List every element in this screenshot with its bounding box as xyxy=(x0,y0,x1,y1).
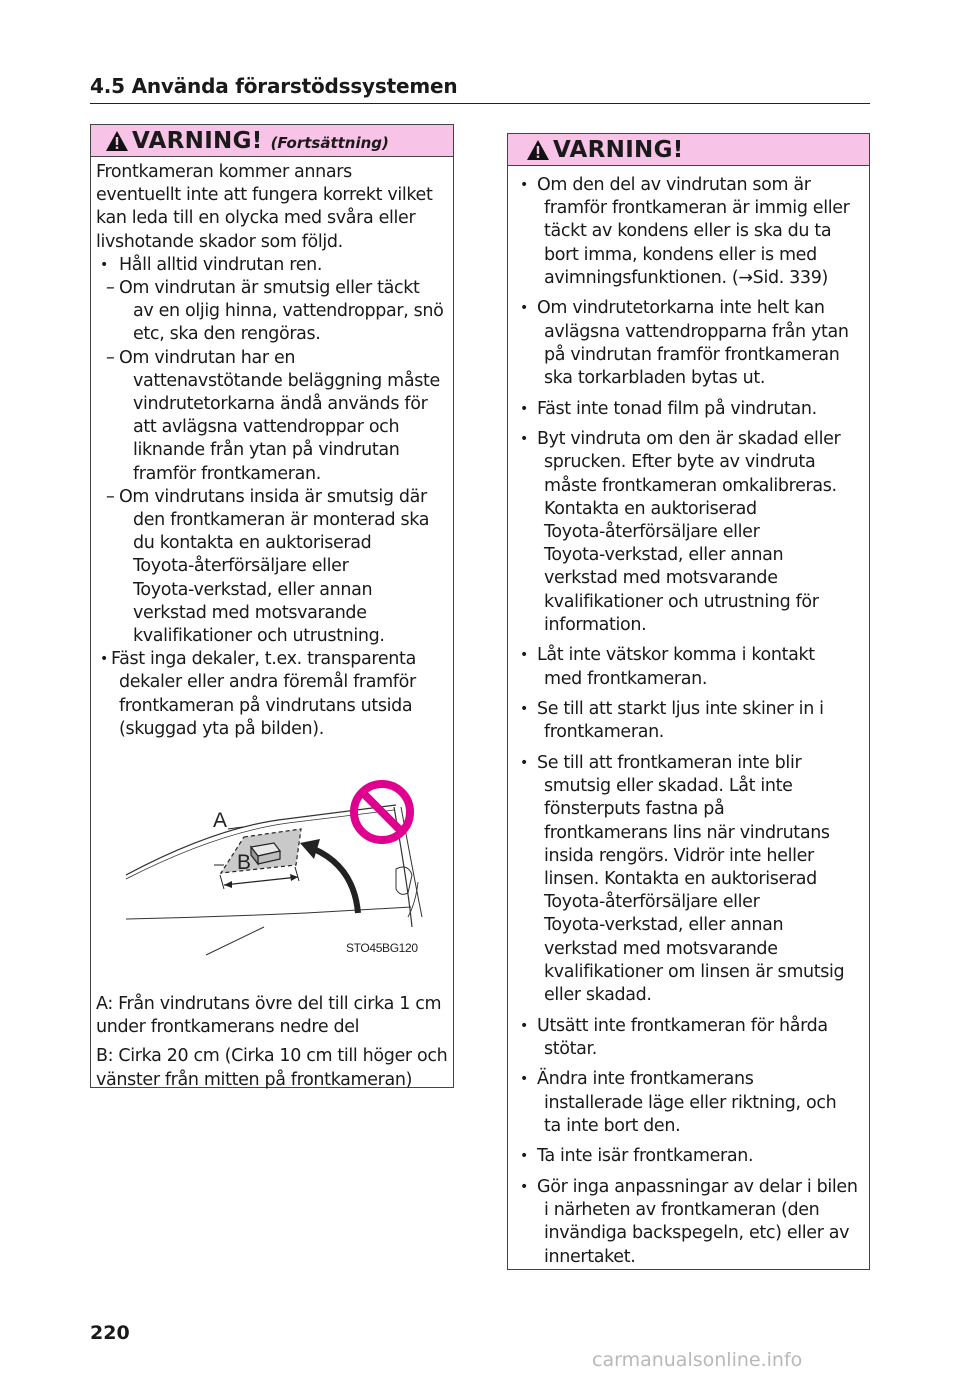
list-item xyxy=(514,1068,859,1138)
text-line: vindrutetorkarna ändå används för xyxy=(133,394,428,415)
text-line: framför frontkameran är immig eller xyxy=(544,198,850,219)
warning-title: VARNING! xyxy=(132,127,263,154)
intro-text xyxy=(96,161,448,254)
text-line: vänster från mitten på frontkameran) xyxy=(96,1069,413,1090)
text-line: stötar. xyxy=(544,1038,597,1059)
list-item xyxy=(514,398,859,421)
figure-code: STO45BG120 xyxy=(346,941,418,956)
text-line: fönsterputs fastna på xyxy=(544,799,725,820)
text-line: • Utsätt inte frontkameran för hårda xyxy=(537,1015,828,1036)
list-item xyxy=(514,1015,859,1061)
text-line: du kontakta en auktoriserad xyxy=(133,533,372,554)
page-header xyxy=(90,74,870,104)
text-line: innertaket. xyxy=(544,1246,636,1267)
text-line: livshotande skador som följd. xyxy=(96,231,343,252)
text-line: Toyota-återförsäljare eller xyxy=(544,522,760,543)
warning-list xyxy=(508,166,869,1269)
warning-box-continued xyxy=(90,124,454,1088)
list-item xyxy=(514,698,859,744)
list-item xyxy=(514,752,859,1007)
text-line: frontkamerans lins när vindrutans xyxy=(544,822,830,843)
text-line: framför frontkameran. xyxy=(133,463,321,484)
text-line: invändiga backspegeln, etc) eller av xyxy=(544,1223,850,1244)
warning-header xyxy=(91,125,453,157)
list-item xyxy=(514,297,859,390)
text-line: • Låt inte vätskor komma i kontakt xyxy=(537,645,815,666)
warning-box xyxy=(507,133,870,1270)
text-line: ska torkarbladen bytas ut. xyxy=(544,368,766,389)
text-line: verkstad med motsvarande xyxy=(544,938,778,959)
text-line: under frontkamerans nedre del xyxy=(96,1017,360,1038)
text-line: • Gör inga anpassningar av delar i bilen xyxy=(537,1177,858,1198)
text-line: insida rengörs. Vidrör inte heller xyxy=(544,845,814,866)
bullet-item xyxy=(96,254,448,277)
text-line: måste frontkameran omkalibreras. xyxy=(544,475,837,496)
text-line: – Om vindrutan är smutsig eller täckt xyxy=(119,278,420,299)
warning-subtitle: (Fortsättning) xyxy=(270,133,389,152)
text-line: Toyota-återförsäljare eller xyxy=(133,556,349,577)
text-line: avimningsfunktionen. (→Sid. 339) xyxy=(544,267,828,288)
text-line: • Byt vindruta om den är skadad eller xyxy=(537,429,841,450)
text-line: eller skadad. xyxy=(544,985,652,1006)
text-line: verkstad med motsvarande xyxy=(133,602,367,623)
text-line: kvalifikationer om linsen är smutsig xyxy=(544,961,845,982)
text-line: kvalifikationer och utrustning för xyxy=(544,591,819,612)
text-line: smutsig eller skadad. Låt inte xyxy=(544,776,793,797)
list-item xyxy=(514,644,859,690)
text-line: • Fäst inga dekaler, t.ex. transparenta xyxy=(111,649,416,670)
text-line: Toyota-verkstad, eller annan xyxy=(544,545,784,566)
text-line: • Se till att starkt ljus inte skiner in i xyxy=(537,699,824,720)
text-line: verkstad med motsvarande xyxy=(544,568,778,589)
text-line: Toyota-återförsäljare eller xyxy=(544,892,760,913)
list-item xyxy=(514,428,859,637)
watermark: carmanualsonline.info xyxy=(592,1349,803,1371)
list-item xyxy=(514,1176,859,1269)
dash-item xyxy=(96,277,448,347)
windshield-illustration xyxy=(96,767,448,967)
text-line: Frontkameran kommer annars xyxy=(96,162,352,182)
warning-body xyxy=(91,157,453,1092)
text-line: • Ändra inte frontkamerans xyxy=(537,1069,754,1090)
list-item xyxy=(514,1145,859,1168)
text-line: kan leda till en olycka med svåra eller xyxy=(96,208,416,229)
text-line: • Ta inte isär frontkameran. xyxy=(537,1146,754,1167)
page-number: 220 xyxy=(90,1322,130,1344)
text-line: bort imma, kondens eller is med xyxy=(544,244,817,265)
text-line: eventuellt inte att fungera korrekt vilket xyxy=(96,185,433,206)
text-line: med frontkameran. xyxy=(544,668,708,689)
text-line: den frontkameran är monterad ska xyxy=(133,510,430,531)
warning-title: VARNING! xyxy=(553,136,684,163)
warning-header xyxy=(508,134,869,166)
warning-triangle-icon xyxy=(105,130,129,152)
text-line: sprucken. Efter byte av vindruta xyxy=(544,452,816,473)
text-line: på vindrutan framför frontkameran xyxy=(544,344,840,365)
text-line: Toyota-verkstad, eller annan xyxy=(544,915,784,936)
dash-item xyxy=(96,347,448,486)
text-line: B: Cirka 20 cm (Cirka 10 cm till höger och xyxy=(96,1046,448,1067)
figure-label-a: A xyxy=(213,809,227,833)
text-line: • Fäst inte tonad film på vindrutan. xyxy=(537,398,817,419)
text-line: frontkameran på vindrutans utsida xyxy=(119,695,413,716)
text-line: etc, ska den rengöras. xyxy=(133,324,321,345)
text-line: frontkameran. xyxy=(544,722,665,743)
text-line: kvalifikationer och utrustning. xyxy=(133,626,385,647)
text-line: avlägsna vattendropparna från ytan xyxy=(544,321,849,342)
text-line: Kontakta en auktoriserad xyxy=(544,498,757,519)
text-line: • Se till att frontkameran inte blir xyxy=(537,753,802,774)
text-line: linsen. Kontakta en auktoriserad xyxy=(544,869,817,890)
text-line: i närheten av frontkameran (den xyxy=(544,1200,820,1221)
text-line: vattenavstötande beläggning måste xyxy=(133,370,440,391)
text-line: av en oljig hinna, vattendroppar, snö xyxy=(133,301,444,322)
text-line: att avlägsna vattendroppar och xyxy=(133,417,400,438)
text-line: liknande från ytan på vindrutan xyxy=(133,440,400,461)
text-line: Toyota-verkstad, eller annan xyxy=(133,579,373,600)
warning-triangle-icon xyxy=(526,139,550,161)
text-line: dekaler eller andra föremål framför xyxy=(119,672,416,693)
text-line: – Om vindrutan har en xyxy=(119,347,296,368)
caption-b xyxy=(96,1045,448,1091)
section-title: 4.5 Använda förarstödssystemen xyxy=(90,74,458,98)
text-line: installerade läge eller riktning, och xyxy=(544,1092,837,1113)
text-line: täckt av kondens eller is ska du ta xyxy=(544,221,832,242)
text-line: (skuggad yta på bilden). xyxy=(119,718,324,739)
text-line: • Om vindrutetorkarna inte helt kan xyxy=(537,298,825,319)
text-line: • Om den del av vindrutan som är xyxy=(537,175,811,195)
list-item xyxy=(514,174,859,290)
caption-a xyxy=(96,993,448,1039)
text-line: • Håll alltid vindrutan ren. xyxy=(119,254,323,275)
text-line: information. xyxy=(544,614,647,635)
text-line: ta inte bort den. xyxy=(544,1115,681,1136)
dash-item xyxy=(96,486,448,648)
figure-label-b: B xyxy=(237,851,251,875)
bullet-item xyxy=(96,648,448,741)
text-line: A: Från vindrutans övre del till cirka 1 cm xyxy=(96,994,442,1015)
text-line: – Om vindrutans insida är smutsig där xyxy=(119,486,427,507)
